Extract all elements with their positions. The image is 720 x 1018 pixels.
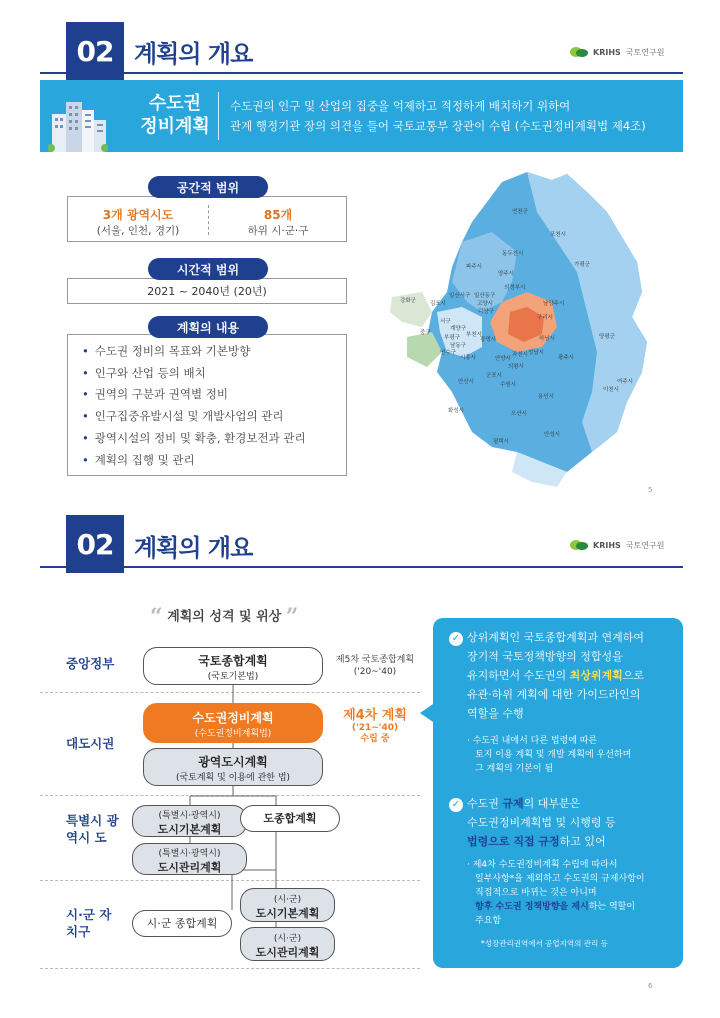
list-item: • 인구와 산업 등의 배치 (82, 363, 306, 385)
map-label: 일산서구 (449, 293, 471, 299)
city-basic-plan-box: (특별시·광역시) 도시기본계획 (132, 805, 247, 837)
temporal-scope-box: 2021 ~ 2040년 (20년) (67, 278, 347, 304)
map-label: 하남시 (539, 336, 555, 342)
map-label: 과천시 (512, 352, 528, 358)
map-label: 덕양구 (478, 309, 494, 315)
map-label: 군포시 (486, 373, 502, 379)
spatial-right-sub: 하위 시·군·구 (247, 225, 309, 237)
spatial-right-value: 85개 (263, 208, 293, 222)
map-label: 안양시 (495, 356, 511, 362)
row-label-local: 시·군 자치구 (66, 907, 112, 939)
banner-description: 수도권의 인구 및 산업의 집중을 억제하고 적정하게 배치하기 위하여 관계 행정기관 장의 의견을 들어 국토교통부 장관이 수립 (수도권정비계획법 제4조) (230, 99, 646, 133)
logo-text: KRIHS (593, 47, 621, 57)
capital-plan-box: 수도권정비계획 (수도권정비계획법) (143, 703, 323, 743)
city-mgmt-plan-box: (특별시·광역시) 도시관리계획 (132, 843, 247, 875)
map-label: 일산동구 (474, 293, 496, 299)
metro-plan-box: 광역도시계획 (국토계획 및 이용에 관한 법) (143, 748, 323, 786)
page-title-2: 계획의 개요 (134, 534, 253, 562)
map-label: 김포시 (430, 301, 446, 307)
map-label: 성남시 (528, 350, 544, 356)
map-label: 이천시 (603, 387, 619, 393)
sigun-basic-plan-box: (시·군) 도시기본계획 (240, 888, 335, 922)
map-label: 수원시 (500, 382, 516, 388)
open-quote-icon: “ (150, 604, 163, 630)
map-label: 중구 (420, 330, 431, 336)
map-label: 부천시 (466, 332, 482, 338)
capital-plan-note: 제4차 계획 ('21~'40) 수립 중 (343, 708, 407, 744)
panel-subpoint-2: · 제4차 수도권정비계획 수립에 따라서 일부사항*을 제외하고 수도권의 규제사항이 직접적으로 바뀌는 것은 아니며 향후 수도권 정책방향을 제시하는 역할이 주요함 (467, 860, 645, 926)
spatial-left-value: 3개 광역시도 (102, 208, 174, 222)
list-item: • 권역의 구분과 권역별 정비 (82, 384, 306, 406)
row-label-province: 특별시 광역시 도 (66, 813, 119, 845)
map-label: 포천시 (550, 232, 566, 238)
map-label: 안산시 (458, 379, 474, 385)
check-icon: ✓ (449, 798, 463, 812)
map-label: 광주시 (558, 355, 574, 361)
map-label: 부평구 (444, 335, 460, 341)
map-label: 양평군 (599, 334, 615, 340)
logo-subtext: 국토연구원 (625, 540, 665, 550)
national-plan-box: 국토종합계획 (국토기본법) (143, 647, 323, 685)
list-item: • 계획의 집행 및 관리 (82, 450, 306, 472)
diagram-subtitle: “ 계획의 성격 및 위상 ” (150, 604, 299, 630)
page-number: 5 (648, 486, 653, 494)
check-icon: ✓ (449, 632, 463, 646)
map-label: 남동구 (450, 343, 466, 349)
panel-point-2: ✓ 수도권 규제의 대부분은 수도권정비계획법 및 시행령 등 법령으로 직접 규정하고 있어 (449, 794, 679, 851)
logo-text: KRIHS (593, 540, 621, 550)
map-label: 양주시 (498, 271, 514, 277)
map-label: 동두천시 (502, 251, 524, 257)
map-label: 오산시 (511, 411, 527, 417)
map-label: 시흥시 (460, 355, 476, 361)
spatial-left-sub: (서울, 인천, 경기) (96, 225, 180, 237)
map-label: 용인시 (538, 394, 554, 400)
map-label: 평택시 (493, 439, 509, 445)
map-label: 계양구 (450, 326, 466, 332)
explanation-panel (433, 618, 683, 968)
spatial-scope-label: 공간적 범위 (148, 176, 268, 198)
panel-point-1: ✓ 상위계획인 국토종합계획과 연계하여 장기적 국토정책방향의 정합성을 유지하면서 수도권의 최상위계획으로 유관·하위 계획에 대한 가이드라인의 역할을 수행 (449, 628, 679, 723)
national-plan-note: 제5차 국토종합계획 ('20~'40) (335, 655, 415, 677)
list-item: • 인구집중유발시설 및 개발사업의 관리 (82, 406, 306, 428)
banner-title: 수도권 정비계획 (140, 93, 210, 137)
panel-footnote: *성장관리권역에서 공업지역의 관리 등 (481, 939, 608, 948)
row-label-central: 중앙정부 (66, 656, 115, 671)
close-quote-icon: ” (285, 604, 299, 630)
panel-subpoint-1: · 수도권 내에서 다른 법령에 따른 토지 이용 계획 및 개발 계획에 우선하며 그 계획의 기본이 됨 (467, 736, 632, 774)
map-label: 의왕시 (508, 364, 524, 370)
row-label-metro: 대도시권 (66, 736, 115, 751)
map-label: 가평군 (574, 262, 590, 268)
map-label: 고양시 (477, 301, 493, 307)
map-label: 광명시 (480, 337, 496, 343)
map-label: 여주시 (617, 379, 633, 385)
map-label: 의정부시 (504, 285, 526, 291)
logo-subtext: 국토연구원 (625, 47, 665, 57)
plan-content-label: 계획의 내용 (148, 316, 268, 338)
map-label: 파주시 (466, 264, 482, 270)
map-label: 연천군 (512, 209, 528, 215)
page-title: 계획의 개요 (134, 40, 253, 68)
section-number-badge-2: 02 (66, 515, 124, 573)
section-number-badge: 02 (66, 22, 124, 80)
sigun-mgmt-plan-box: (시·군) 도시관리계획 (240, 927, 335, 961)
province-plan-box: 도종합계획 (240, 805, 340, 832)
sigun-comprehensive-plan-box: 시·군 종합계획 (132, 910, 232, 937)
map-label: 서구 (440, 319, 451, 325)
map-label: 화성시 (448, 408, 464, 414)
page-number-2: 6 (648, 982, 653, 990)
map-label: 연수구 (440, 350, 456, 356)
map-label: 강화군 (400, 298, 416, 304)
list-item: • 수도권 정비의 목표와 기본방향 (82, 341, 306, 363)
map-label: 안성시 (544, 432, 560, 438)
list-item: • 광역시설의 정비 및 확충, 환경보전과 관리 (82, 428, 306, 450)
temporal-scope-label: 시간적 범위 (148, 258, 268, 280)
map-label: 남양주시 (543, 301, 565, 307)
map-label: 구리시 (537, 315, 553, 321)
